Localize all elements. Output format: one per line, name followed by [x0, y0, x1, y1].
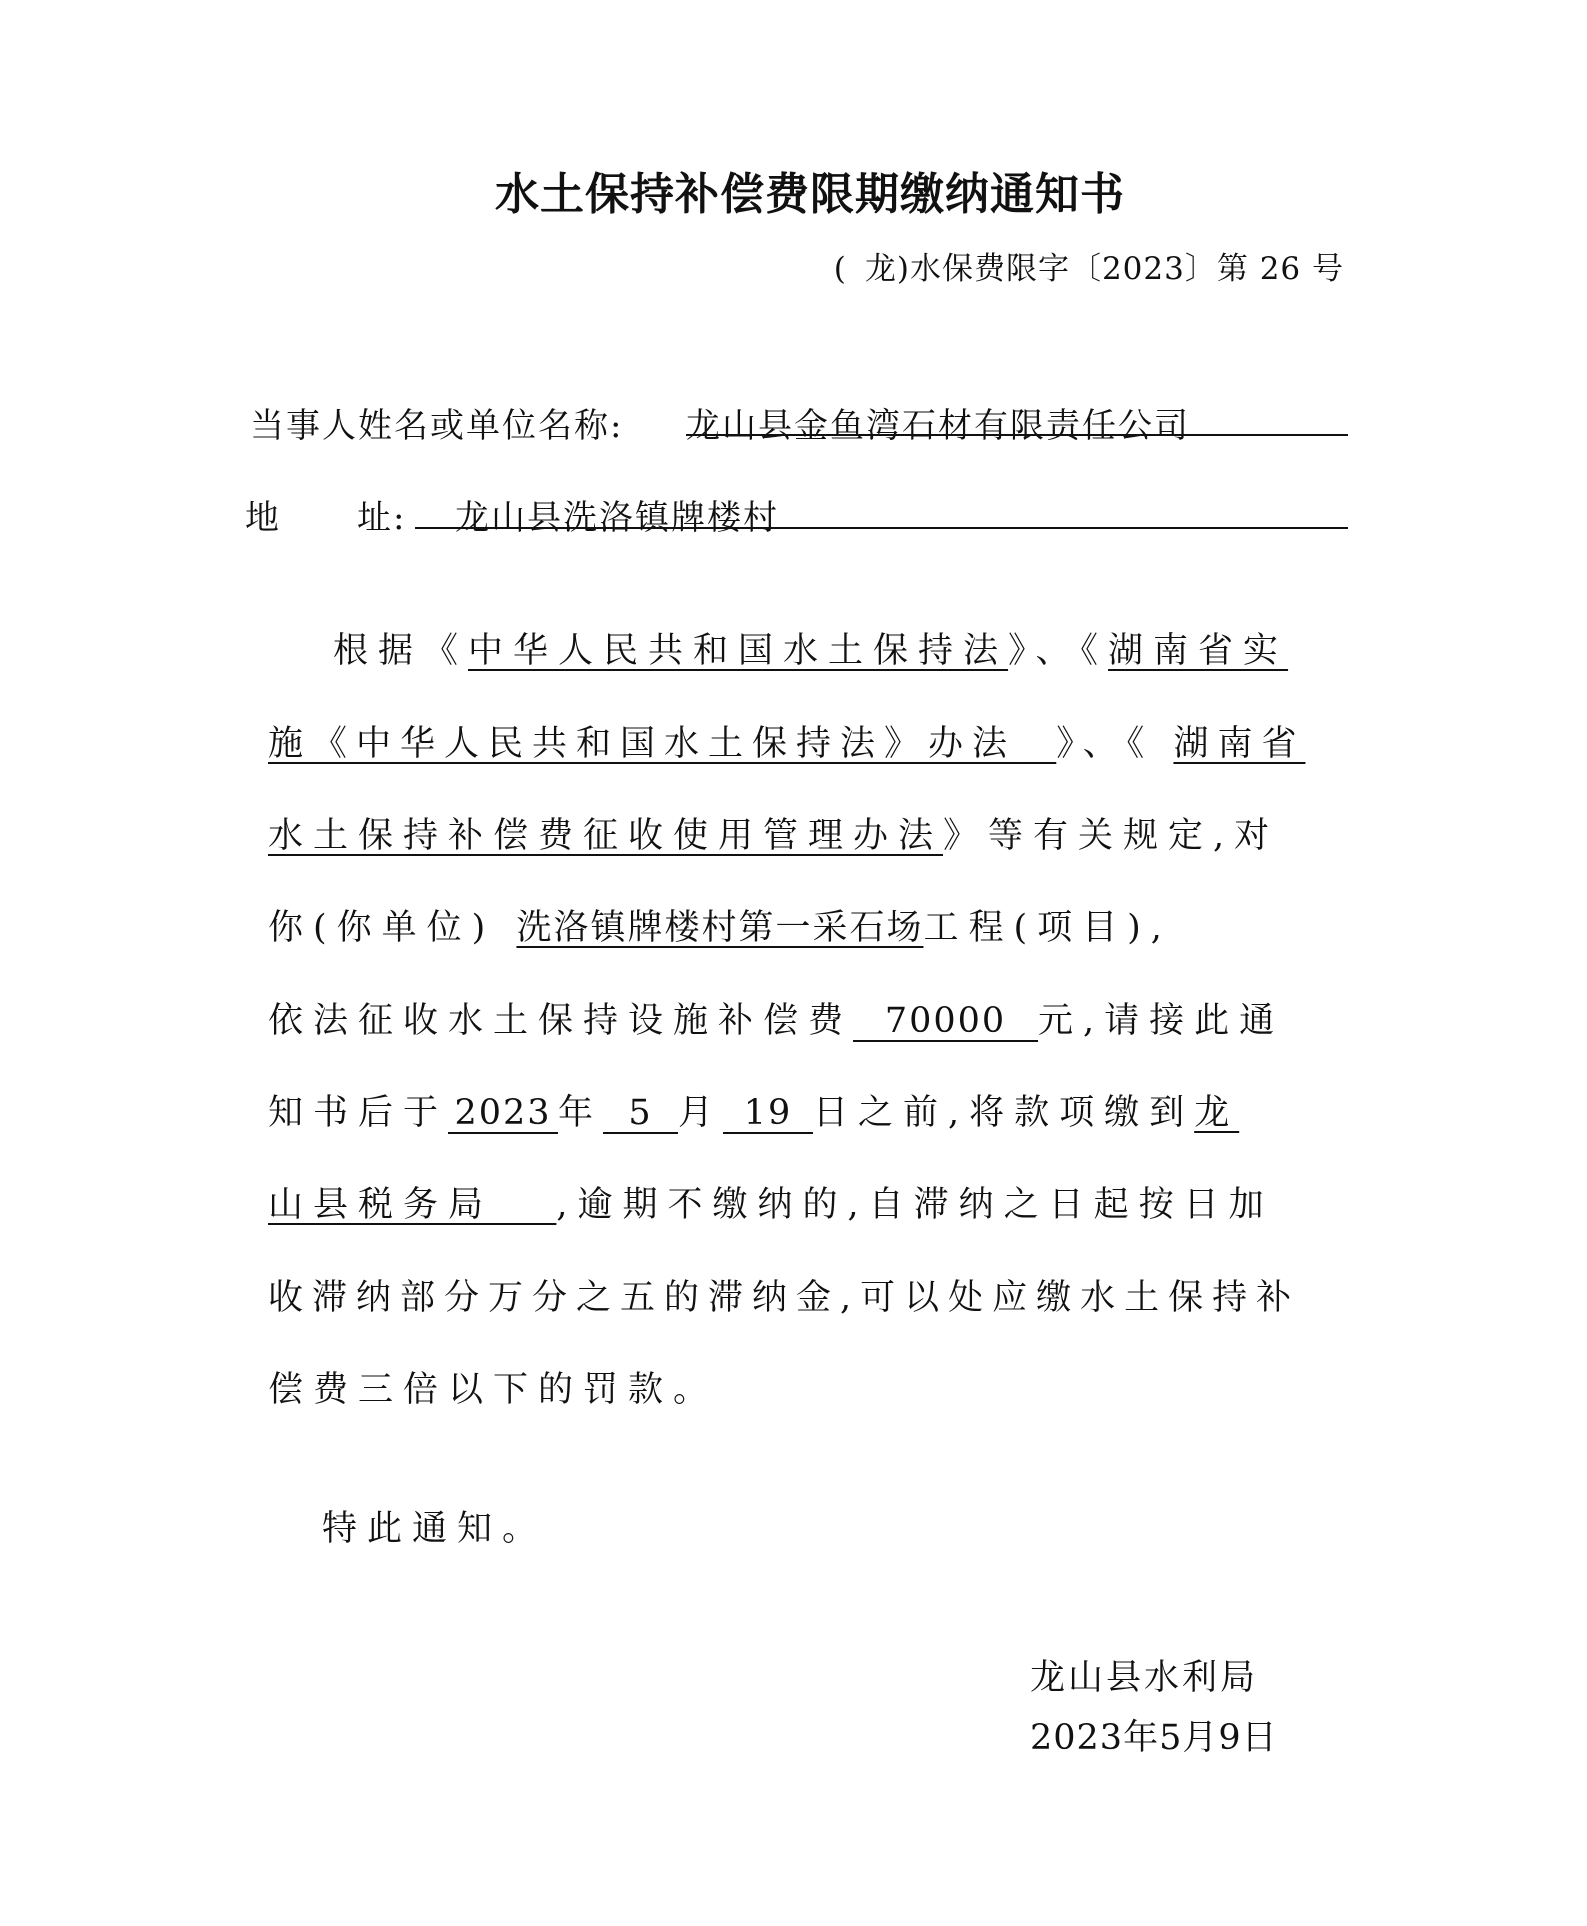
body-text: ,逾期不缴纳的,自滞纳之日起按日加: [556, 1185, 1274, 1225]
address-underline: [415, 527, 1348, 529]
party-name-label: 当事人姓名或单位名称:: [250, 406, 624, 446]
regulation-name-hunan-fee-part: 湖南省: [1173, 724, 1306, 764]
body-line-3: [268, 808, 1279, 858]
closing-text: 特此通知。: [322, 1509, 548, 1549]
body-text: 年: [558, 1093, 604, 1133]
regulation-name-hunan-part: 湖南省实: [1108, 631, 1289, 671]
doc-number-rest: )水保费限字〔2023〕第 26 号: [896, 251, 1344, 287]
body-text: 依法征收水土保持设施补偿费: [268, 1001, 854, 1041]
payee-name-part: 龙: [1194, 1093, 1240, 1133]
address-label-second: 址:: [357, 498, 407, 538]
address-value: 龙山县洗洛镇牌楼村: [455, 498, 779, 538]
body-text: 》、《: [1008, 631, 1109, 671]
amount-value: 70000: [853, 1003, 1038, 1042]
body-text: 月: [678, 1093, 724, 1133]
project-name: 洗洛镇牌楼村第一采石场: [516, 908, 924, 948]
body-line-1: [333, 623, 1288, 673]
body-text: 日之前,将款项缴到: [813, 1093, 1195, 1133]
party-name-value: 龙山县金鱼湾石材有限责任公司: [686, 406, 1190, 446]
document-number: [834, 243, 1344, 288]
regulation-name-hunan-implementation: 施《中华人民共和国水土保持法》办法: [268, 724, 1017, 764]
body-line-9: 偿费三倍以下的罚款。: [268, 1370, 719, 1410]
document-title: 水土保持补偿费限期缴纳通知书: [495, 169, 1125, 220]
signing-organization: 龙山县水利局: [1030, 1658, 1259, 1698]
deadline-day: 19: [723, 1095, 813, 1134]
body-text: 知书后于: [268, 1093, 449, 1133]
doc-number-prefix: 龙: [864, 251, 897, 287]
body-text: 》等有关规定,对: [943, 816, 1280, 856]
body-line-4: [268, 900, 1172, 950]
doc-number-open: (: [833, 251, 847, 287]
body-text: 》、《: [1056, 724, 1154, 764]
signing-date: 2023年5月9日: [1030, 1718, 1278, 1758]
body-text: 工程(项目),: [923, 908, 1172, 948]
body-text: 根据《: [333, 631, 469, 671]
deadline-month: 5: [603, 1095, 678, 1134]
regulation-name-fee-management: 水土保持补偿费征收使用管理办法: [268, 816, 944, 856]
address-label-first: 地: [245, 498, 281, 538]
payee-name: 山县税务局: [268, 1185, 494, 1225]
body-text: 你(你单位): [268, 908, 496, 948]
law-name-soil-conservation: 中华人民共和国水土保持法: [468, 631, 1009, 671]
body-line-2: [268, 716, 1305, 766]
body-line-7: [268, 1177, 1274, 1227]
deadline-year: 2023: [448, 1095, 558, 1134]
party-name-underline: [686, 434, 1348, 436]
body-line-5: [268, 993, 1284, 1043]
body-text: 元,请接此通: [1038, 1001, 1285, 1041]
body-line-6: [268, 1085, 1239, 1135]
body-line-8: 收滞纳部分万分之五的滞纳金,可以处应缴水土保持补: [268, 1278, 1301, 1318]
